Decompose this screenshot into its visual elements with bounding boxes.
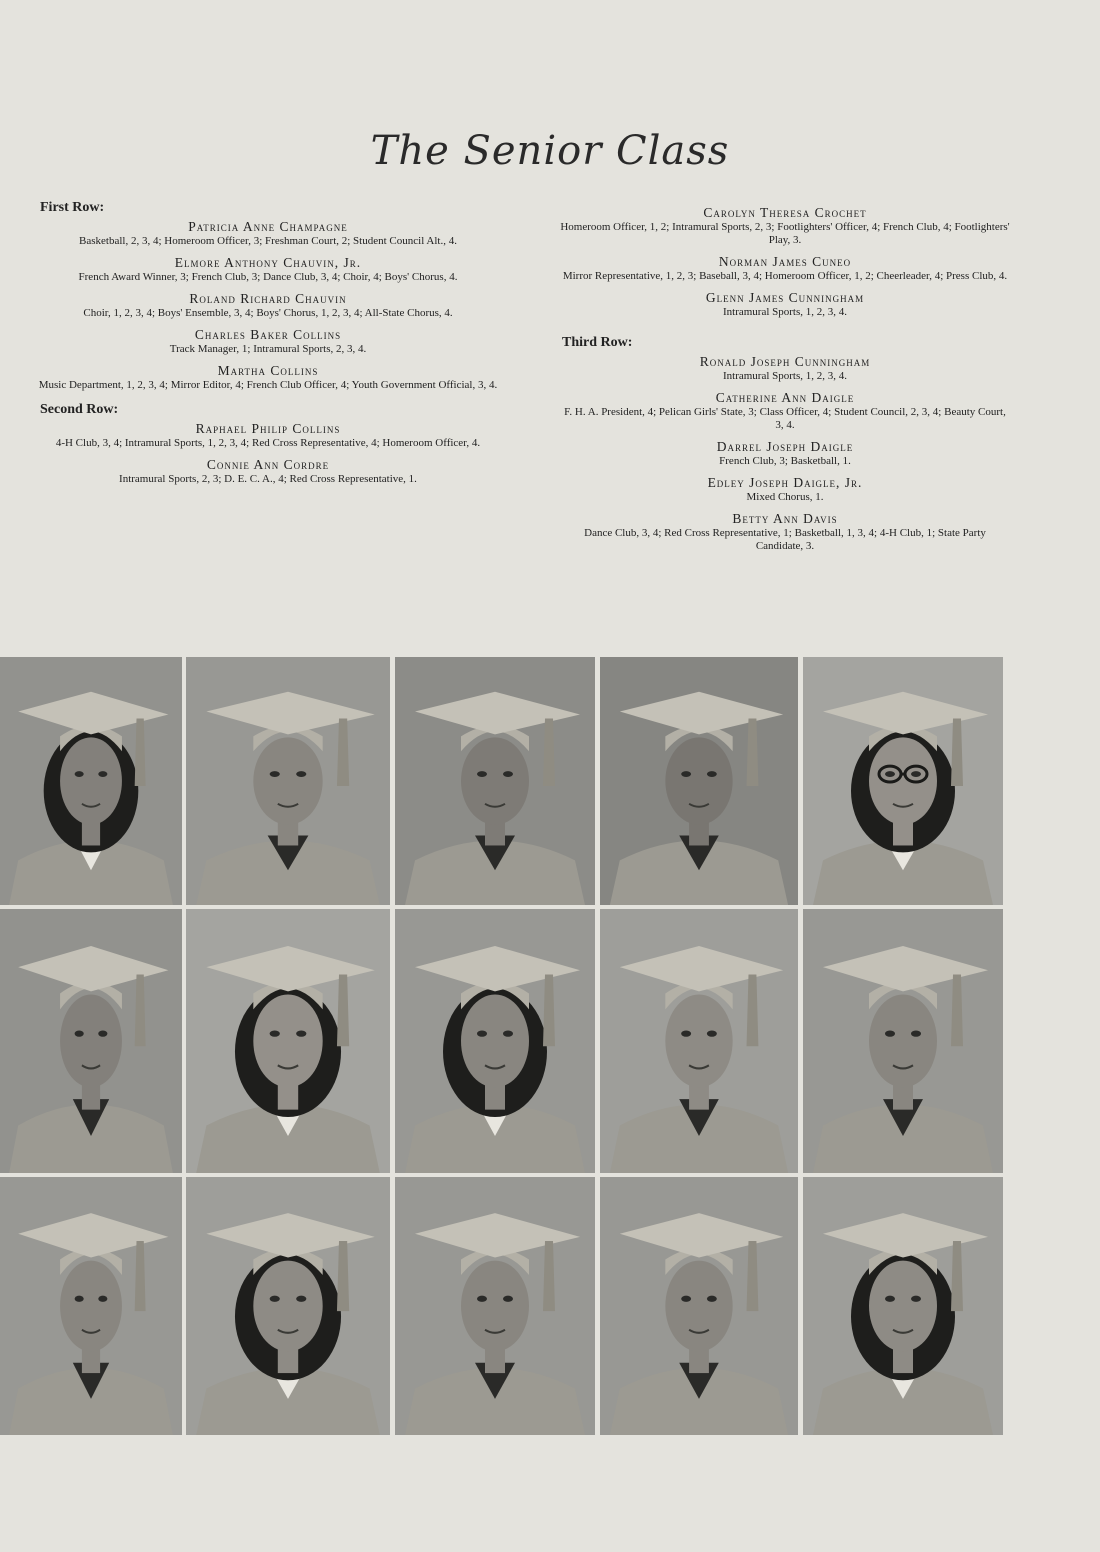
left-column — [38, 200, 498, 492]
senior-portrait — [600, 909, 798, 1173]
first-row-label: First Row: — [40, 200, 105, 215]
senior-entry — [38, 326, 498, 356]
senior-portrait — [600, 1177, 798, 1435]
senior-portrait — [0, 657, 182, 905]
senior-portrait — [395, 1177, 595, 1435]
senior-name: Darrel Joseph Daigle — [716, 439, 854, 454]
senior-name: Charles Baker Collins — [194, 327, 342, 342]
senior-entry — [560, 253, 1010, 283]
senior-name: Ronald Joseph Cunningham — [699, 354, 871, 369]
senior-entry — [38, 254, 498, 284]
senior-activities: Track Manager, 1; Intramural Sports, 2, 3, 4. — [169, 343, 367, 355]
senior-name: Roland Richard Chauvin — [189, 291, 347, 306]
senior-entry — [560, 474, 1010, 504]
senior-entry — [560, 510, 1010, 553]
senior-portrait — [0, 1177, 182, 1435]
senior-name: Raphael Philip Collins — [195, 421, 341, 436]
senior-portrait — [186, 1177, 390, 1435]
senior-entry — [38, 218, 498, 248]
senior-activities: Dance Club, 3, 4; Red Cross Representative, 1; Basketball, 1, 3, 4; 4-H Club, 1; State Party Candidate, 3. — [584, 527, 986, 552]
senior-portrait — [803, 657, 1003, 905]
senior-entry — [560, 289, 1010, 319]
senior-entry — [38, 420, 498, 450]
senior-activities: Intramural Sports, 1, 2, 3, 4. — [722, 306, 848, 318]
senior-portrait — [395, 657, 595, 905]
senior-activities: Intramural Sports, 1, 2, 3, 4. — [722, 370, 848, 382]
senior-activities: French Club, 3; Basketball, 1. — [719, 455, 851, 467]
senior-name: Catherine Ann Daigle — [715, 390, 855, 405]
senior-entry — [38, 290, 498, 320]
senior-activities: Choir, 1, 2, 3, 4; Boys' Ensemble, 3, 4; Boys' Chorus, 1, 2, 3, 4; All-State Chorus, 4. — [83, 307, 453, 319]
first-row-list — [38, 218, 498, 392]
senior-activities: Mirror Representative, 1, 2, 3; Baseball, 3, 4; Homeroom Officer, 1, 2; Cheerleader, 4; Press Club, 4. — [562, 270, 1008, 282]
senior-portrait — [395, 909, 595, 1173]
senior-portrait — [600, 657, 798, 905]
second-row-list-right — [560, 204, 1010, 319]
senior-entry — [560, 389, 1010, 432]
senior-activities: Basketball, 2, 3, 4; Homeroom Officer, 3; Freshman Court, 2; Student Council Alt., 4. — [79, 235, 457, 247]
third-row-label: Third Row: — [562, 335, 633, 350]
senior-portrait — [803, 909, 1003, 1173]
senior-name: Norman James Cuneo — [718, 254, 852, 269]
senior-portrait — [186, 657, 390, 905]
senior-portrait — [186, 909, 390, 1173]
senior-activities: French Award Winner, 3; French Club, 3; Dance Club, 3, 4; Choir, 4; Boys' Chorus, 4. — [78, 271, 458, 283]
second-row-label: Second Row: — [40, 402, 119, 417]
senior-entry — [560, 438, 1010, 468]
portrait-grid — [0, 657, 1003, 1435]
senior-entry — [560, 204, 1010, 247]
senior-activities: Homeroom Officer, 1, 2; Intramural Sports, 2, 3; Footlighters' Officer, 4; French Club, 4; Footlighters' Play, 3. — [560, 221, 1010, 246]
third-row-list — [560, 353, 1010, 553]
right-column — [560, 204, 1010, 559]
senior-name: Connie Ann Cordre — [206, 457, 330, 472]
senior-name: Betty Ann Davis — [732, 511, 838, 526]
senior-entry — [38, 362, 498, 392]
senior-name: Edley Joseph Daigle, Jr. — [707, 475, 863, 490]
page-title: The Senior Class — [370, 128, 730, 174]
senior-name: Patricia Anne Champagne — [188, 219, 348, 234]
senior-name: Martha Collins — [217, 363, 319, 378]
senior-activities: 4-H Club, 3, 4; Intramural Sports, 1, 2, 3, 4; Red Cross Representative, 4; Homeroom Officer, 4. — [55, 437, 481, 449]
senior-entry — [38, 456, 498, 486]
senior-entry — [560, 353, 1010, 383]
senior-name: Elmore Anthony Chauvin, Jr. — [174, 255, 362, 270]
senior-activities: F. H. A. President, 4; Pelican Girls' State, 3; Class Officer, 4; Student Council, 2, 3, 4; Beauty Court, 3, 4. — [564, 406, 1006, 431]
senior-name: Glenn James Cunningham — [705, 290, 865, 305]
senior-activities: Intramural Sports, 2, 3; D. E. C. A., 4; Red Cross Representative, 1. — [119, 473, 417, 485]
senior-name: Carolyn Theresa Crochet — [703, 205, 867, 220]
senior-activities: Mixed Chorus, 1. — [746, 491, 824, 503]
senior-portrait — [0, 909, 182, 1173]
second-row-list-left — [38, 420, 498, 486]
senior-portrait — [803, 1177, 1003, 1435]
senior-activities: Music Department, 1, 2, 3, 4; Mirror Editor, 4; French Club Officer, 4; Youth Government Official, 3, 4. — [38, 379, 498, 391]
